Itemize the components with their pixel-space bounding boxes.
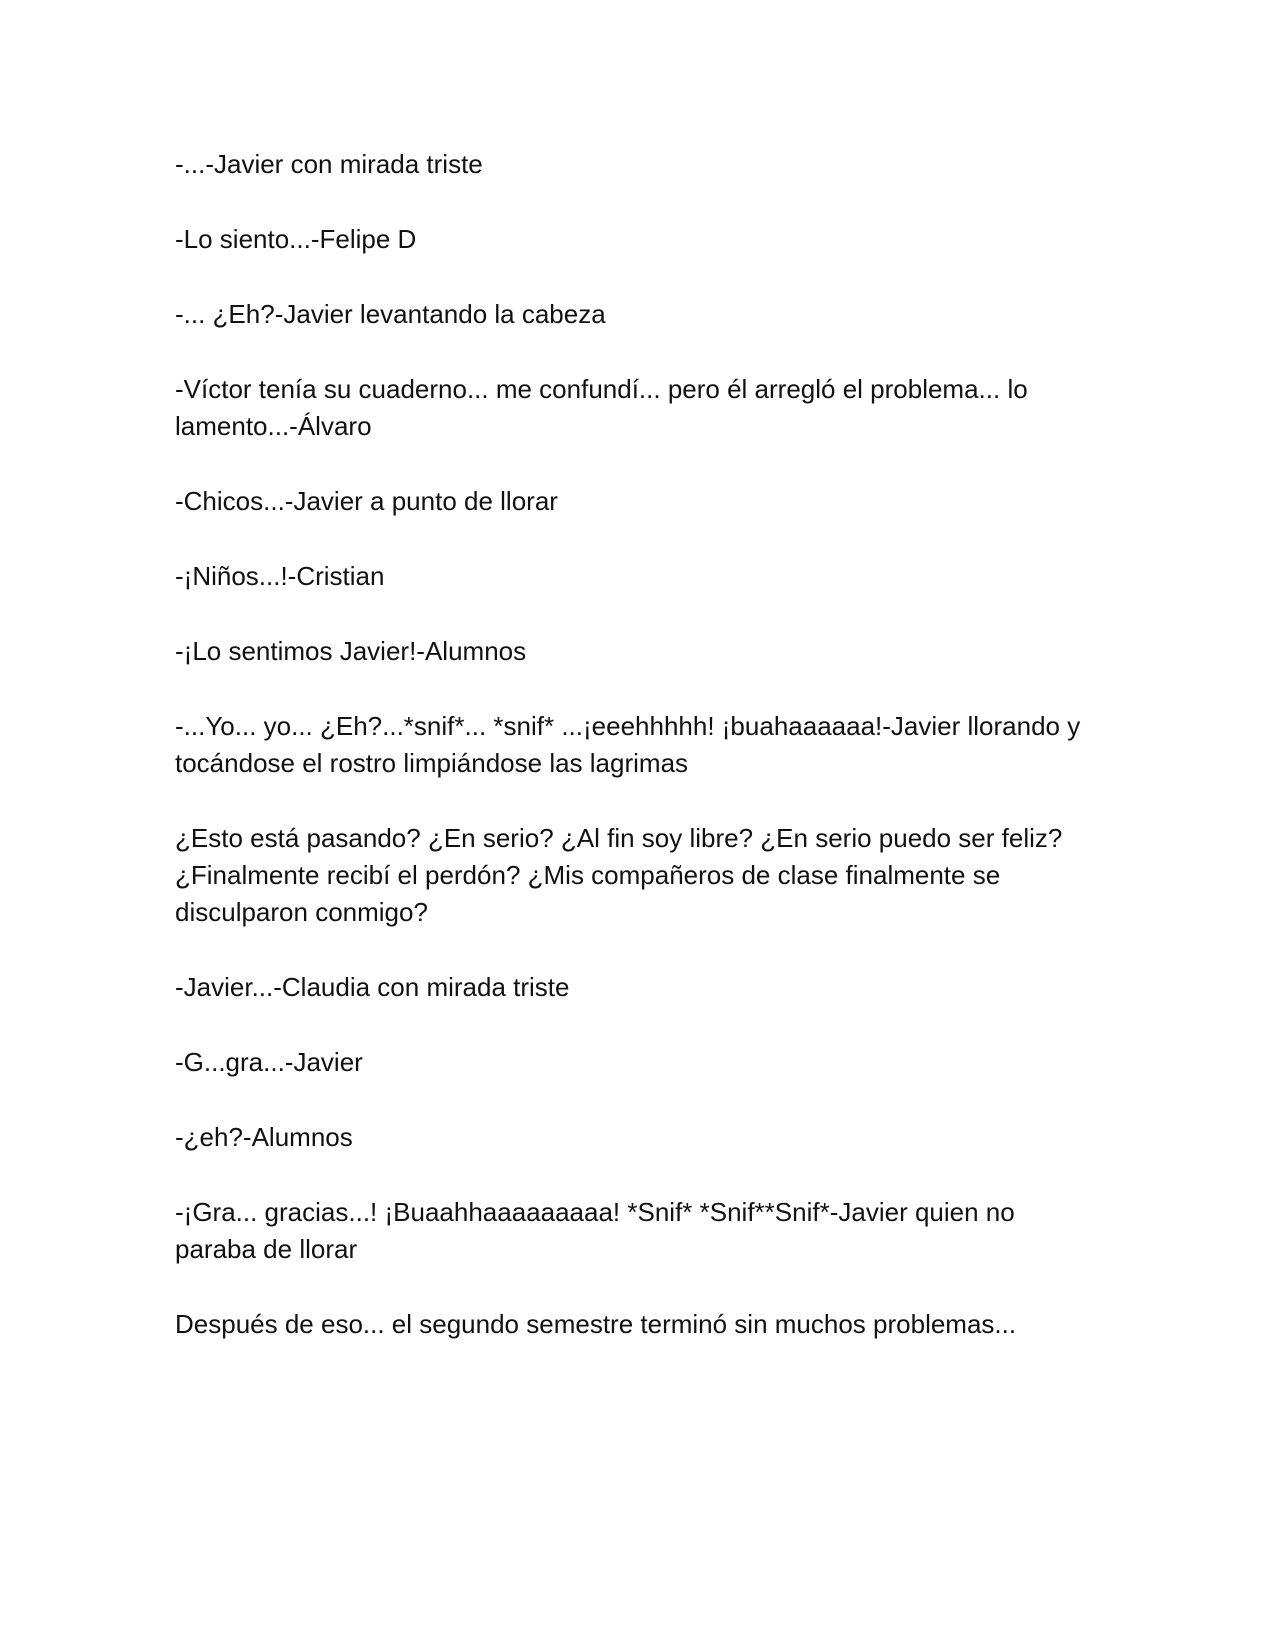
paragraph: -...Yo... yo... ¿Eh?...*snif*... *snif* ...¡eeehhhhh! ¡buahaaaaaa!-Javier llorando y tocándose el rostro limpiándose las lagrimas	[175, 711, 1081, 778]
paragraph: -Chicos...-Javier a punto de llorar	[175, 486, 558, 516]
document-body	[175, 146, 1100, 1381]
paragraph: -¡Gra... gracias...! ¡Buaahhaaaaaaaaa! *Snif* *Snif**Snif*-Javier quien no paraba de llorar	[175, 1197, 1015, 1264]
paragraph: Después de eso... el segundo semestre terminó sin muchos problemas...	[175, 1309, 1017, 1339]
paragraph: -G...gra...-Javier	[175, 1047, 363, 1077]
paragraph: ¿Esto está pasando? ¿En serio? ¿Al fin soy libre? ¿En serio puedo ser feliz? ¿Finalmente recibí el perdón? ¿Mis compañeros de clase finalmente se disculparon conmigo?	[175, 823, 1063, 927]
paragraph: -Lo siento...-Felipe D	[175, 224, 417, 254]
paragraph: -Víctor tenía su cuaderno... me confundí... pero él arregló el problema... lo lamento...-Álvaro	[175, 374, 1028, 441]
paragraph: -¡Niños...!-Cristian	[175, 561, 385, 591]
paragraph: -Javier...-Claudia con mirada triste	[175, 972, 570, 1002]
paragraph: -...-Javier con mirada triste	[175, 149, 483, 179]
paragraph: -... ¿Eh?-Javier levantando la cabeza	[175, 299, 606, 329]
paragraph: -¡Lo sentimos Javier!-Alumnos	[175, 636, 527, 666]
paragraph: -¿eh?-Alumnos	[175, 1122, 353, 1152]
